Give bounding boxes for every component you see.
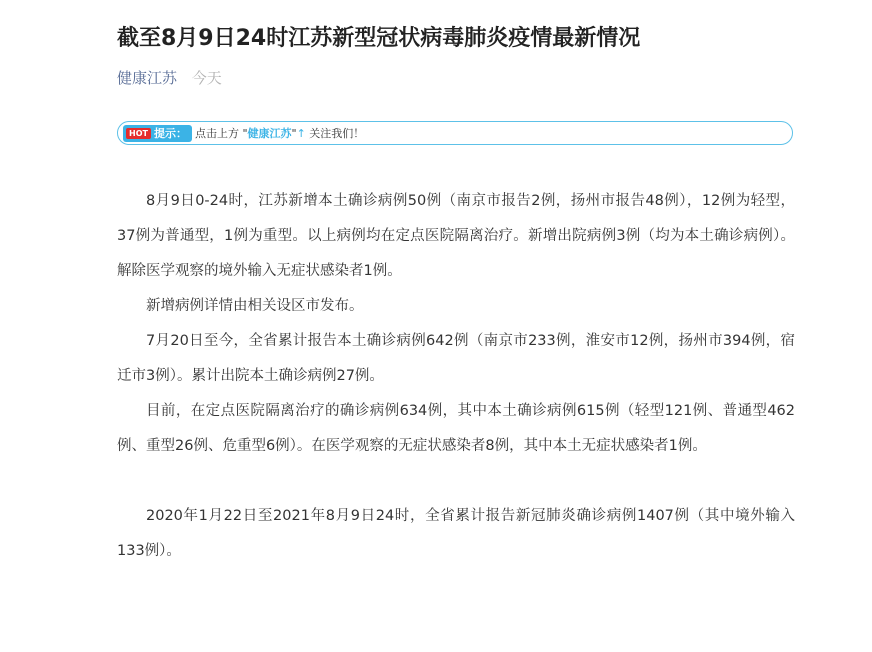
paragraph: 8月9日0-24时，江苏新增本土确诊病例50例（南京市报告2例，扬州市报告48例），12例为轻型，37例为普通型，1例为重型。以上病例均在定点医院隔离治疗。新增出院病例3例（均为本土确诊病例）。解除医学观察的境外输入无症状感染者1例。 — [117, 193, 795, 279]
up-arrow-icon: ↑ — [296, 127, 306, 140]
follow-tip-bar — [117, 121, 793, 145]
hot-badge: HOT — [126, 128, 151, 139]
publish-date: 今天 — [191, 69, 222, 87]
article-body — [117, 184, 795, 569]
paragraph: 目前，在定点医院隔离治疗的确诊病例634例，其中本土确诊病例615例（轻型121例、普通型462例、重型26例、危重型6例）。在医学观察的无症状感染者8例，其中本土无症状感染者1例。 — [117, 403, 795, 454]
tip-account-name[interactable]: 健康江苏 — [247, 127, 292, 140]
author-link[interactable]: 健康江苏 — [117, 69, 178, 87]
paragraph: 2020年1月22日至2021年8月9日24时，全省累计报告新冠肺炎确诊病例1407例（其中境外输入133例）。 — [117, 508, 795, 559]
tip-text-after: " — [291, 127, 297, 140]
paragraph: 7月20日至今，全省累计报告本土确诊病例642例（南京市233例，淮安市12例，扬州市394例，宿迁市3例）。累计出院本土确诊病例27例。 — [117, 333, 795, 384]
paragraph-spacer — [117, 464, 795, 499]
article-title: 截至8月9日24时江苏新型冠状病毒肺炎疫情最新情况 — [117, 26, 641, 51]
tip-label: 提示： — [153, 126, 187, 140]
tip-text-end: 关注我们！ — [305, 127, 365, 140]
tip-text-before: 点击上方 " — [194, 127, 248, 140]
paragraph: 新增病例详情由相关设区市发布。 — [146, 298, 364, 314]
tip-label-badge — [123, 125, 192, 142]
article-meta — [117, 67, 222, 89]
tip-text — [195, 125, 364, 141]
